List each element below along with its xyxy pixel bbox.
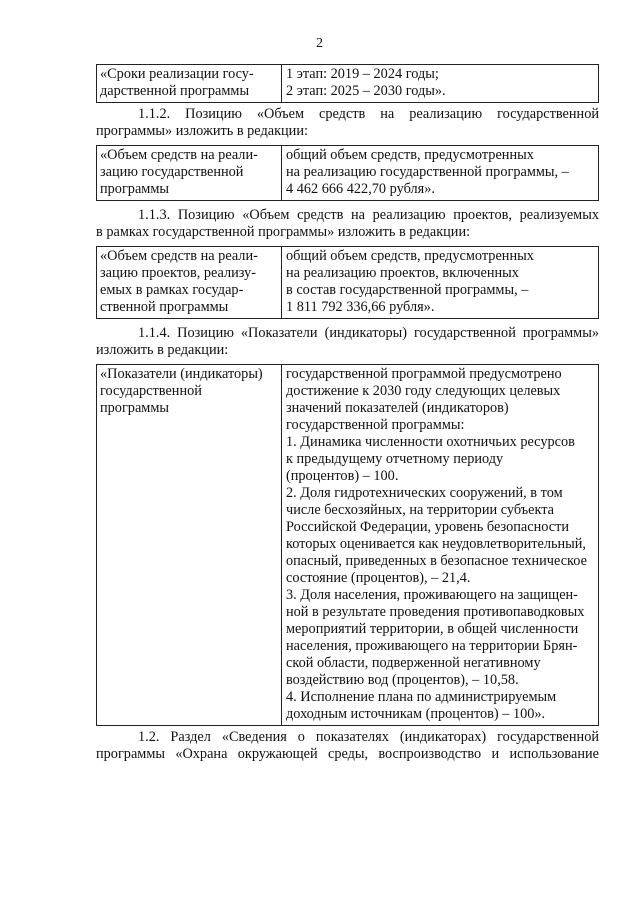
program-funding-value: общий объем средств, предусмотренных на реализацию государственной программы, – 4 462 666 422,70 рубля». bbox=[282, 146, 599, 201]
paragraph-1-1-2: 1.1.2. Позицию «Объем средств на реализацию государственной программы» изложить в редакции: bbox=[96, 106, 599, 139]
program-funding-table bbox=[96, 145, 599, 201]
projects-funding-label: «Объем средств на реали- зацию проектов, реализу- емых в рамках государ- ственной программы bbox=[97, 247, 282, 319]
projects-funding-table bbox=[96, 246, 599, 319]
indicators-value: государственной программой предусмотрено достижение к 2030 году следующих целевых значений показателей (индикаторов) государственной программы: 1. Динамика численности охотничьих ресурсов к предыдущему отчетному периоду (процентов) – 100. 2. Доля гидротехнических сооружений, в том числе бесхозяйных, на территории субъекта Российской Федерации, уровень безопасности которых оценивается как неудовлетворительный, опасный, приведенных в безопасное техническое состояние (процентов), – 21,4. 3. Доля населения, проживающего на защищен- ной в результате проведения противопаводковых мероприятий территории, в общей численности населения, проживающего на территории Брян- ской области, подверженной негативному воздействию вод (процентов), – 10,58. 4. Исполнение плана по администрируемым доходным источникам (процентов) – 100». bbox=[282, 365, 599, 726]
projects-funding-value: общий объем средств, предусмотренных на реализацию проектов, включенных в состав государственной программы, – 1 811 792 336,66 рубля». bbox=[282, 247, 599, 319]
implementation-period-label: «Сроки реализации госу- дарственной программы bbox=[97, 65, 282, 103]
indicators-label: «Показатели (индикаторы) государственной программы bbox=[97, 365, 282, 726]
implementation-period-value: 1 этап: 2019 – 2024 годы; 2 этап: 2025 – 2030 годы». bbox=[282, 65, 599, 103]
page-number: 2 bbox=[316, 36, 323, 51]
paragraph-1-2: 1.2. Раздел «Сведения о показателях (индикаторах) государственной программы «Охрана окружающей среды, воспроизводство и использование bbox=[96, 729, 599, 762]
program-funding-label: «Объем средств на реали- зацию государственной программы bbox=[97, 146, 282, 201]
implementation-period-table bbox=[96, 64, 599, 103]
paragraph-1-1-3: 1.1.3. Позицию «Объем средств на реализацию проектов, реализуемых в рамках государственной программы» изложить в редакции: bbox=[96, 207, 599, 240]
indicators-table bbox=[96, 364, 599, 726]
paragraph-1-1-4: 1.1.4. Позицию «Показатели (индикаторы) государственной программы» изложить в редакции: bbox=[96, 325, 599, 358]
